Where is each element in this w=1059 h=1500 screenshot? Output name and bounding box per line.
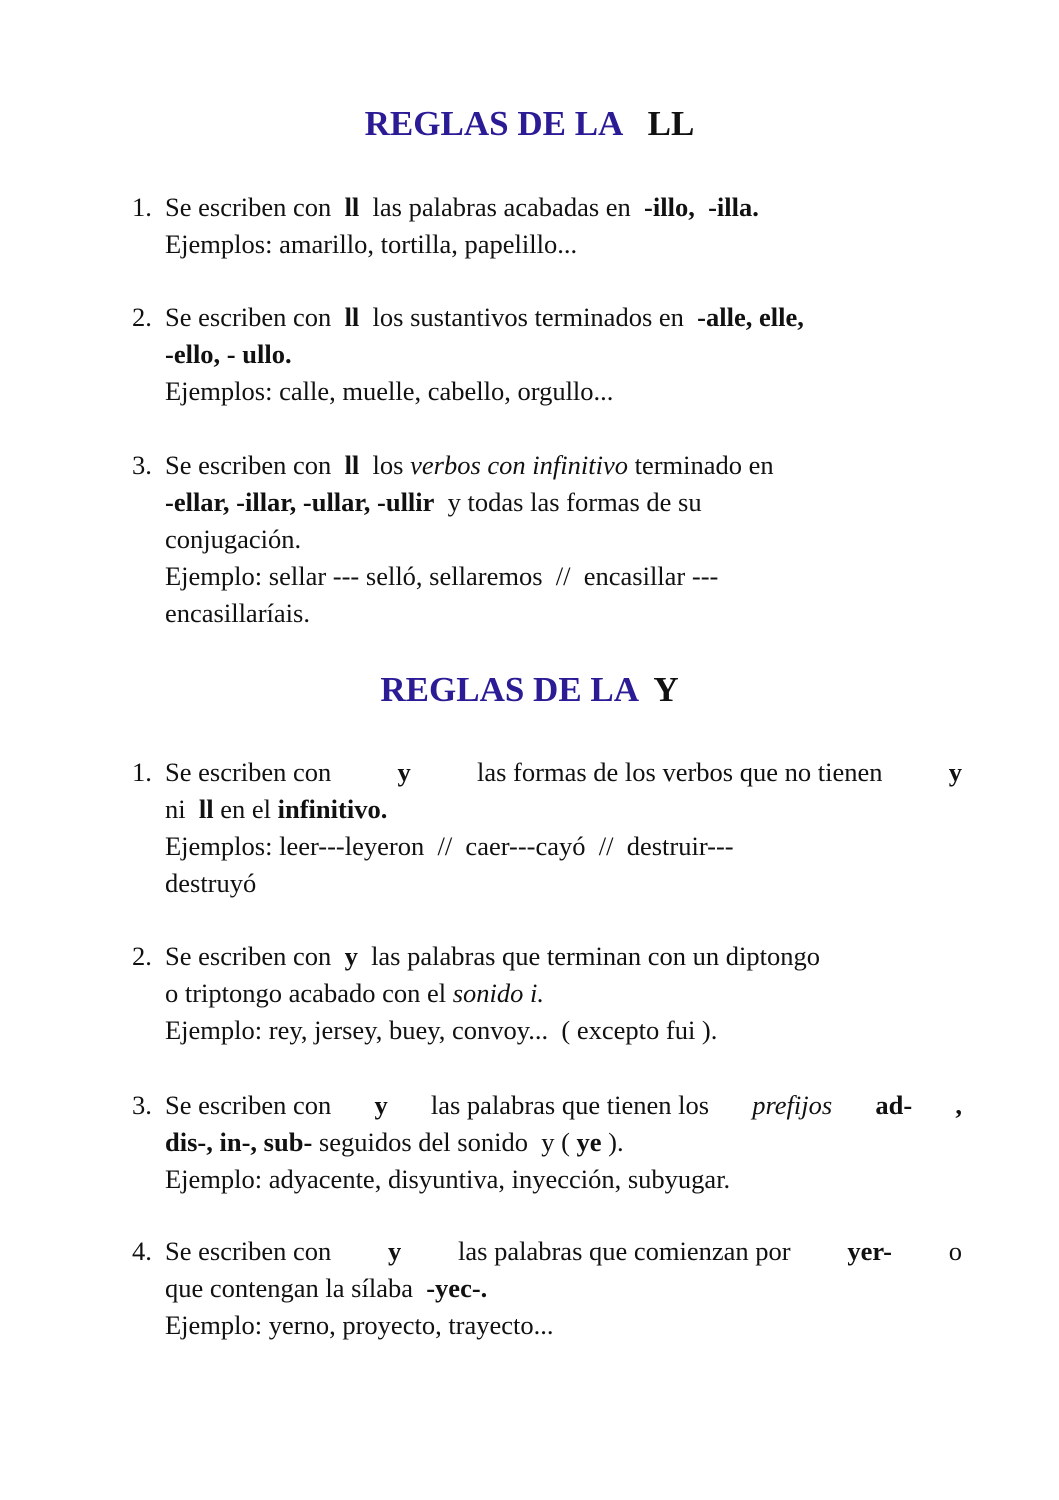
- heading-ll-title: REGLAS DE LA: [364, 104, 622, 143]
- rule-prefix: dis-, in-, sub-: [165, 1127, 313, 1157]
- rule-examples: Ejemplo: sellar --- selló, sellaremos // encasillar ---: [165, 561, 719, 591]
- rule-number: 2.: [132, 941, 152, 971]
- rule-suffixes: -alle, elle,: [697, 302, 804, 332]
- y-rule-4: [132, 1233, 962, 1344]
- rule-lead: Se escriben con: [165, 757, 332, 787]
- rule-syllable: -yec-.: [426, 1273, 488, 1303]
- rule-examples: destruyó: [165, 868, 257, 898]
- rule-suffixes: -illo, -illa.: [644, 192, 759, 222]
- rule-lead: Se escriben con: [165, 941, 332, 971]
- rule-line: [165, 1270, 962, 1307]
- rule-text: que contengan la sílaba: [165, 1273, 413, 1303]
- rule-number: 1.: [132, 757, 152, 787]
- rule-text: las palabras que terminan con un diptongo: [371, 941, 820, 971]
- ll-rule-2: [132, 299, 962, 410]
- rule-line: [165, 938, 962, 975]
- rule-line: [165, 754, 962, 791]
- rule-italic: verbos con infinitivo: [410, 450, 628, 480]
- rule-text: las palabras que comienzan por: [458, 1236, 791, 1266]
- rule-number: 3.: [132, 1090, 152, 1120]
- rule-text: o triptongo acabado con el: [165, 978, 447, 1008]
- rule-text: o: [948, 1236, 962, 1266]
- y-rule-1: [132, 754, 962, 902]
- rule-text: en el: [220, 794, 271, 824]
- rule-line: [165, 299, 962, 336]
- heading-y: [0, 670, 1059, 710]
- rule-letter: ll: [344, 192, 360, 222]
- rule-lead: Se escriben con: [165, 192, 332, 222]
- rule-lead: Se escriben con: [165, 450, 332, 480]
- rule-prefix: yer-: [847, 1236, 892, 1266]
- rule-text: los: [372, 450, 404, 480]
- rule-text: y todas las formas de su: [447, 487, 702, 517]
- heading-y-title: REGLAS DE LA: [380, 670, 638, 709]
- rule-comma: ,: [955, 1090, 962, 1120]
- rule-line: conjugación.: [165, 524, 302, 554]
- rule-lead: Se escriben con: [165, 1090, 332, 1120]
- rule-line: [165, 189, 962, 226]
- rule-line: [165, 1233, 962, 1270]
- rule-letter: ll: [344, 302, 360, 332]
- rule-line: [165, 484, 962, 521]
- rule-lead: Se escriben con: [165, 302, 332, 332]
- rule-text: los sustantivos terminados en: [372, 302, 684, 332]
- ll-rule-1: [132, 189, 962, 263]
- rule-letter: y: [948, 757, 962, 787]
- rule-examples: Ejemplos: amarillo, tortilla, papelillo...: [165, 229, 578, 259]
- rule-text: las formas de los verbos que no tienen: [477, 757, 883, 787]
- rule-text: ).: [608, 1127, 624, 1157]
- rule-line: [165, 336, 962, 373]
- rule-sound: ye: [576, 1127, 602, 1157]
- rule-italic: prefijos: [752, 1090, 833, 1120]
- rule-number: 1.: [132, 192, 152, 222]
- rule-letter: ll: [344, 450, 360, 480]
- rule-examples: Ejemplos: leer---leyeron // caer---cayó // destruir---: [165, 831, 734, 861]
- rule-number: 4.: [132, 1236, 152, 1266]
- ll-rule-3: [132, 447, 962, 632]
- heading-ll-letter: LL: [647, 104, 695, 143]
- rule-text: seguidos del sonido y (: [318, 1127, 570, 1157]
- rule-italic: sonido i.: [452, 978, 545, 1008]
- rule-letter: ll: [198, 794, 214, 824]
- rule-line: [165, 791, 962, 828]
- rule-bold-word: infinitivo.: [277, 794, 388, 824]
- rule-text: las palabras acabadas en: [372, 192, 631, 222]
- rule-letter: y: [344, 941, 358, 971]
- rule-prefix: ad-: [875, 1090, 913, 1120]
- rule-line: [165, 975, 962, 1012]
- rule-lead: Se escriben con: [165, 1236, 332, 1266]
- rule-letter: y: [374, 1090, 388, 1120]
- y-rule-3: [132, 1087, 962, 1198]
- heading-ll: [0, 104, 1059, 144]
- rule-examples: Ejemplo: rey, jersey, buey, convoy... ( excepto fui ).: [165, 1015, 718, 1045]
- rule-line: [165, 447, 962, 484]
- rule-line: [165, 1124, 962, 1161]
- heading-y-letter: Y: [653, 670, 679, 709]
- rule-examples: Ejemplo: yerno, proyecto, trayecto...: [165, 1310, 554, 1340]
- rule-examples: Ejemplos: calle, muelle, cabello, orgullo...: [165, 376, 614, 406]
- rule-text: ni: [165, 794, 186, 824]
- rule-examples: encasillaríais.: [165, 598, 310, 628]
- rule-letter: y: [397, 757, 411, 787]
- rule-text: las palabras que tienen los: [430, 1090, 710, 1120]
- y-rule-2: [132, 938, 962, 1049]
- rule-examples: Ejemplo: adyacente, disyuntiva, inyección, subyugar.: [165, 1164, 731, 1194]
- rule-letter: y: [388, 1236, 402, 1266]
- rule-suffixes: -ello, - ullo.: [165, 339, 292, 369]
- rule-number: 3.: [132, 450, 152, 480]
- rule-suffixes: -ellar, -illar, -ullar, -ullir: [165, 487, 435, 517]
- rule-text: terminado en: [634, 450, 774, 480]
- rule-line: [165, 1087, 962, 1124]
- rule-number: 2.: [132, 302, 152, 332]
